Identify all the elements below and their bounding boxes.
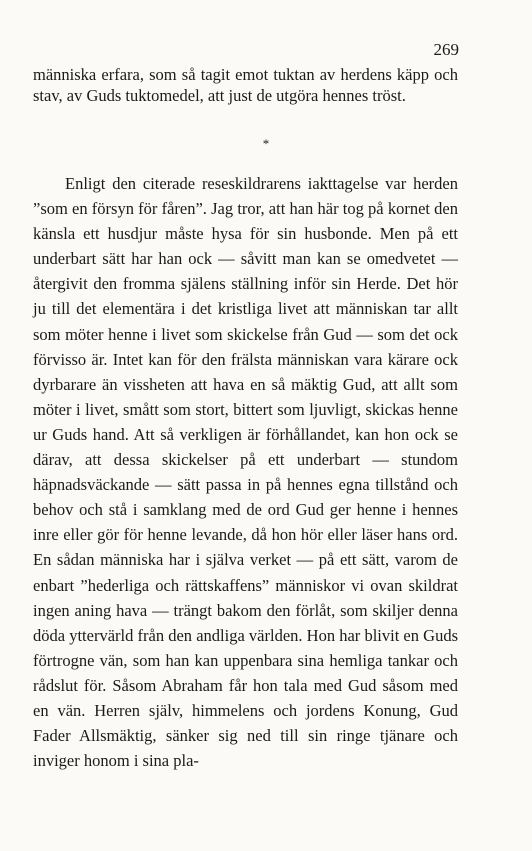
paragraph-text: människa erfara, som så tagit emot tuktan av herdens käpp och stav, av Guds tuktomedel, att just de utgöra hennes tröst.	[33, 65, 458, 105]
paragraph-continuation	[33, 64, 458, 106]
paragraph-main	[33, 171, 458, 773]
section-separator-asterisk: *	[262, 136, 270, 151]
paragraph-text: Enligt den citerade reseskildrarens iakttagelse var herden ”som en försyn för fåren”. Jag tror, att han här tog på kornet den känsla ett husdjur måste hysa för sin husbonde. Men på ett underbart sätt har han ock — såvitt man kan se omedvetet — återgivit den fromma själens ställning inför sin Herde. Det hör ju till det elementära i det kristliga livet att människan tar allt som möter henne i livet som skickelse från Gud — som det ock förvisso är. Intet kan för den frälsta människan vara kärare ock dyrbarare än vissheten att hava en så mäktig Gud, att allt som möter i livet, smått som stort, bittert som ljuvligt, skickas henne ur Guds hand. Att så verkligen är förhållandet, kan hon ock se därav, att dessa skickelser på ett underbart — stundom häpnadsväckande — sätt passa in på hennes egna tillstånd och behov och stå i samklang med de ord Gud ger henne i hennes inre eller gör för henne levande, då hon hör eller läser hans ord. En sådan människa har i själva verket — på ett sätt, varom de enbart ”hederliga och rättskaffens” människor vi ovan skildrat ingen aning hava — trängt bakom den förlåt, som skiljer denna döda yttervärld från den andliga världen. Hon har blivit en Guds förtrogne vän, som han kan uppenbara sina hemliga tankar och rådslut för. Såsom Abraham får hon tala med Gud såsom med en vän. Herren själv, himmelens och jordens Konung, Gud Fader Allsmäktig, sänker sig ned till sin ringe tjänare och inviger honom i sina pla-	[33, 174, 458, 771]
page-number: 269	[433, 40, 459, 59]
